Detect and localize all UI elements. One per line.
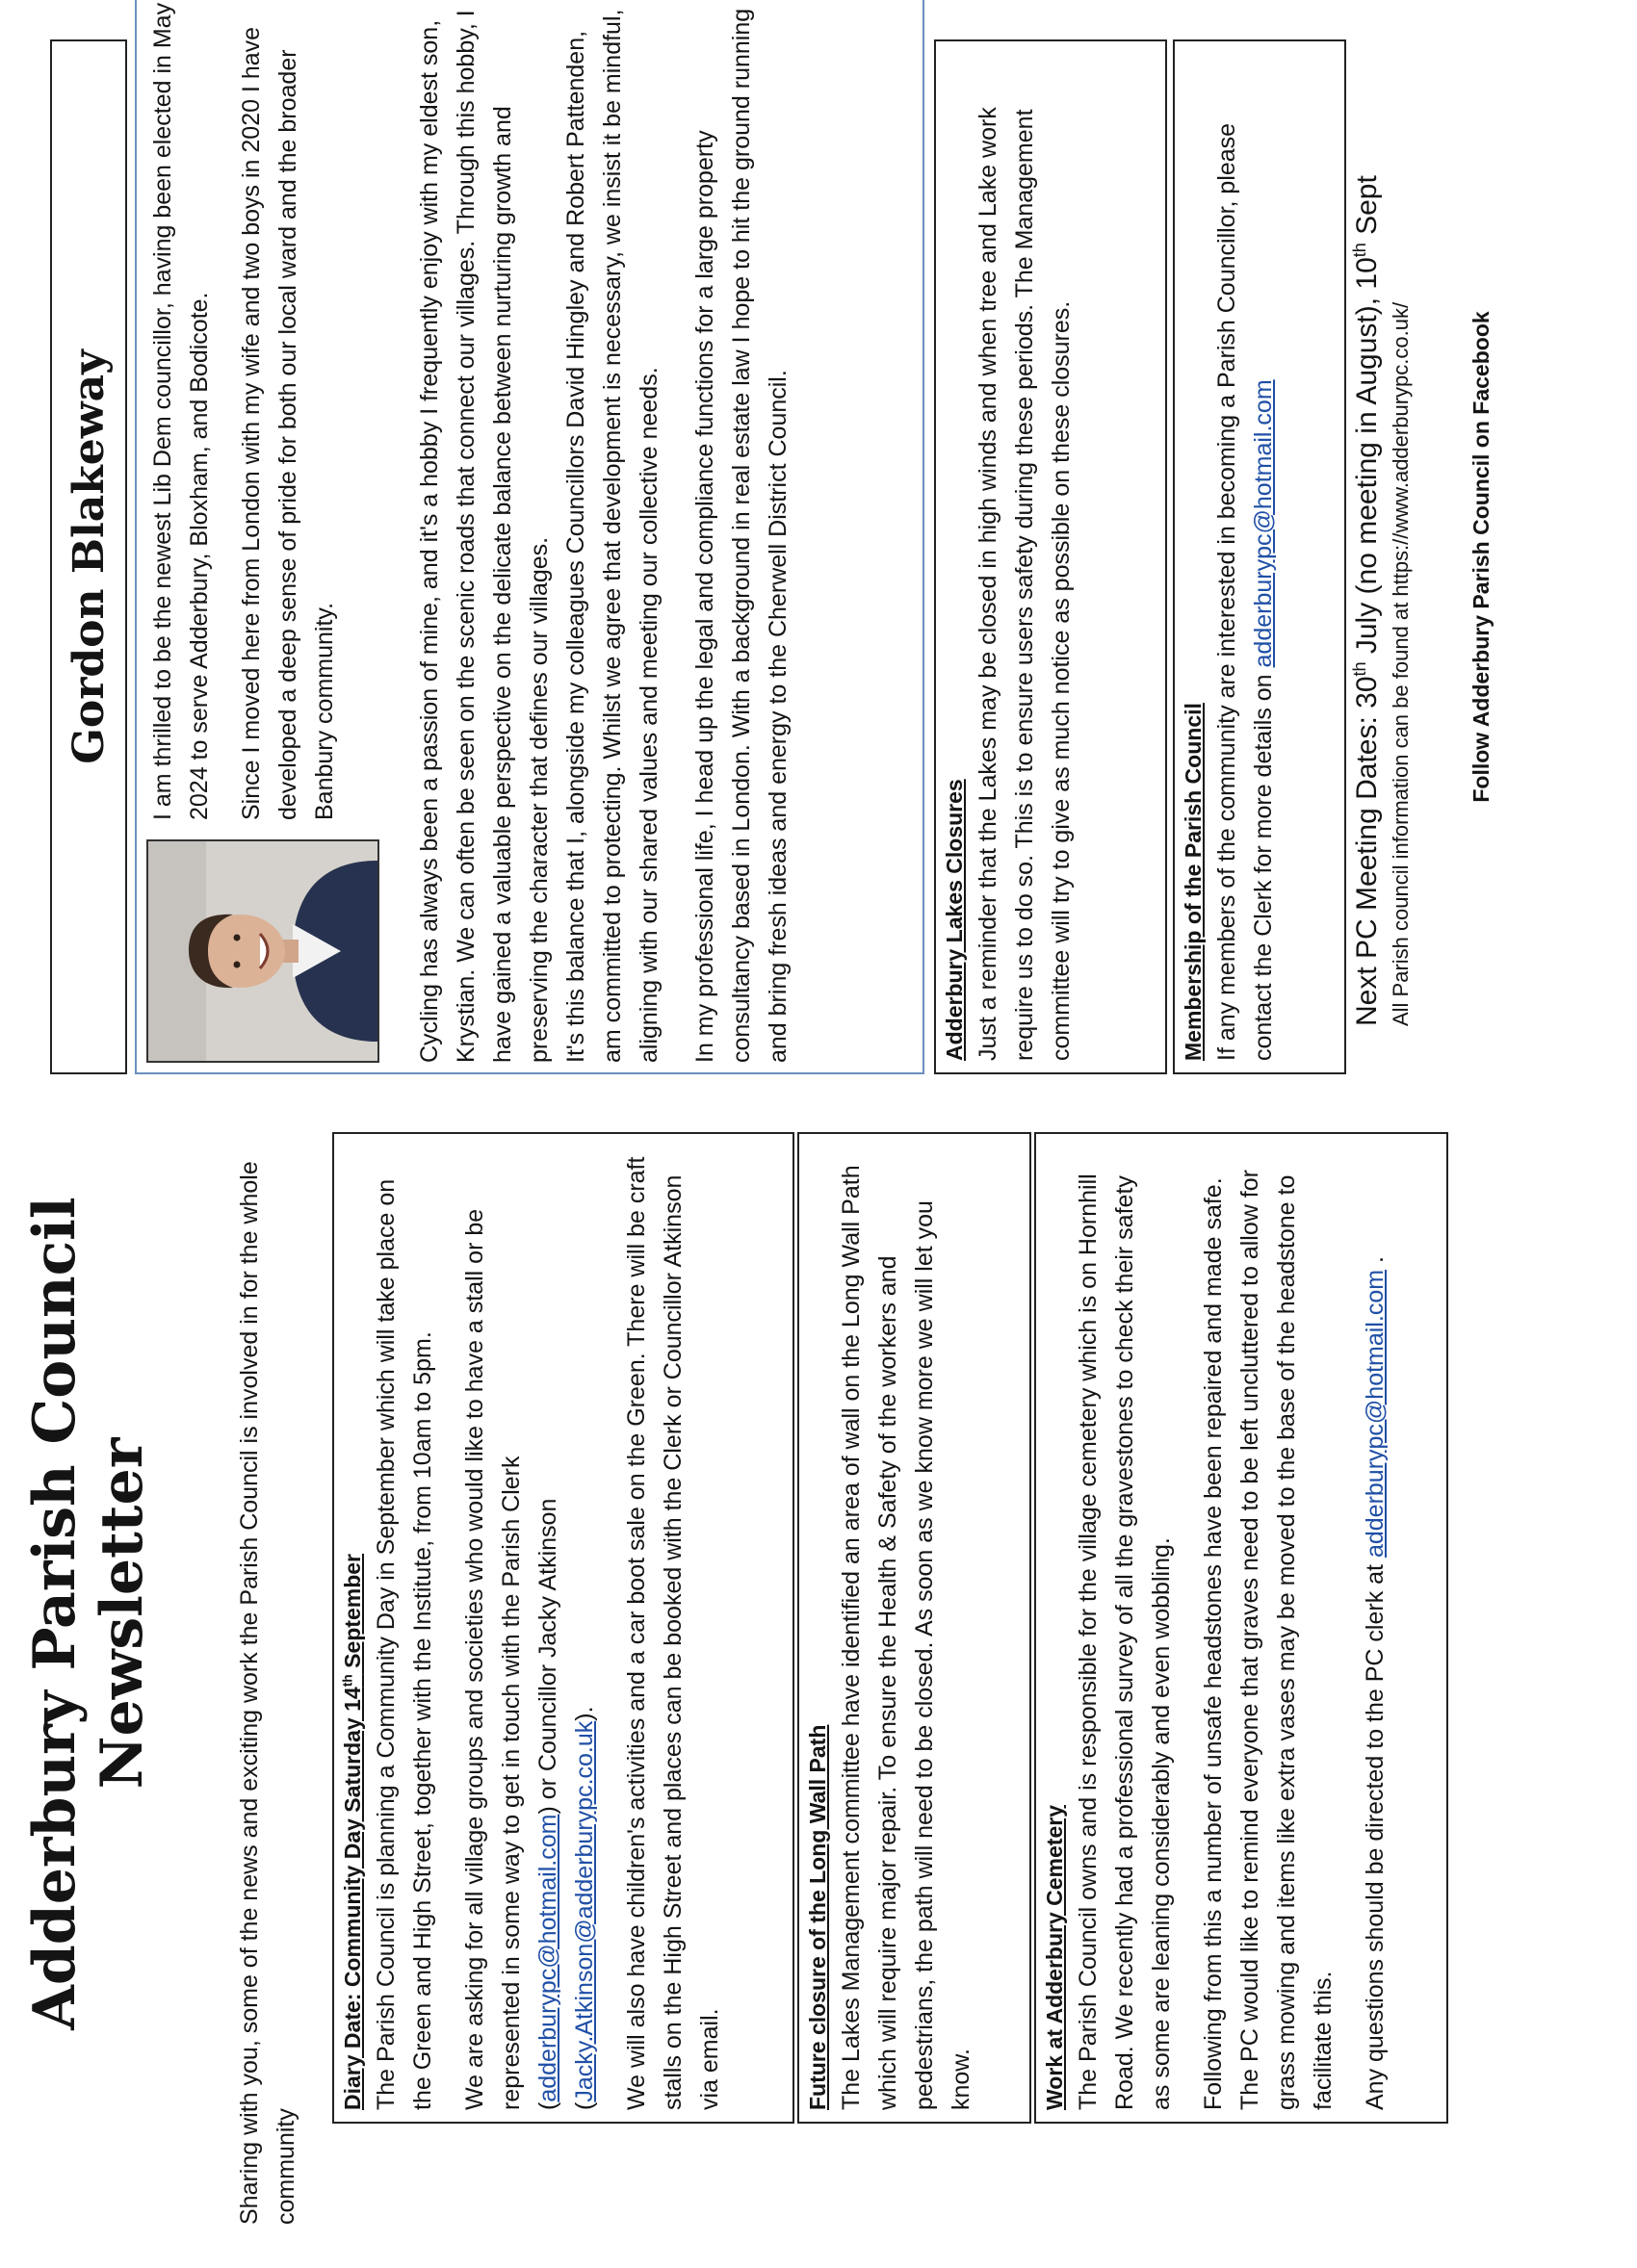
cemetery-box <box>1034 1132 1448 2124</box>
long-wall-box <box>797 1132 1031 2124</box>
lakes-paragraph: Just a reminder that the Lakes may be closed in high winds and when tree and Lake work require us to do so. This is to ensure users safety during these periods. The Management committee will try to give as much notice as possible on these closures. <box>974 107 1075 1061</box>
cemetery-paragraph-3: Any questions should be directed to the PC clerk at adderburypc@hotmail.com . <box>1362 1256 1389 2110</box>
profile-paragraph-3: Cycling has always been a passion of mine, and it's a hobby I frequently enjoy with my eldest son, Krystian. We can often be seen on the scenic roads that connect our villages. Through this hobby, I have gained a valuable perspective on the delicate balance between nurturing growth and preserving the character that defines our villages. <box>416 10 553 1063</box>
newsletter-subtitle: Newsletter <box>89 1437 156 1790</box>
lakes-heading: Adderbury Lakes Closures <box>942 779 967 1061</box>
diary-paragraph-2: We are asking for all village groups and societies who would like to have a stall or be represented in some way to get in touch with the Parish Clerk (adderburypc@hotmail.com) or Councillor Jacky Atkinson (Jacky.Atkinson@adderburypc.co.uk). <box>461 1208 598 2110</box>
councillor-email-link[interactable]: Jacky.Atkinson@adderburypc.co.uk <box>571 1720 598 2102</box>
diary-heading: Diary Date: Community Day Saturday 14th September <box>340 1554 365 2110</box>
profile-body <box>411 4 796 1063</box>
diary-date-box <box>332 1132 794 2124</box>
meeting-dates-line: Next PC Meeting Dates: 30th July (no meeting in August), 10th Sept <box>1350 175 1383 1026</box>
long-wall-heading: Future closure of the Long Wall Path <box>805 1724 830 2110</box>
clerk-email-link[interactable]: adderburypc@hotmail.com <box>534 1814 561 2102</box>
councillor-portrait-icon <box>148 841 377 1061</box>
diary-paragraph-3: We will also have children's activities and a car boot sale on the Green. There will be craft stalls on the High Street and places can be booked with the Clerk or Councillor Atkinson via email. <box>623 1156 723 2110</box>
profile-name-box <box>50 39 127 1074</box>
cemetery-email-link[interactable]: adderburypc@hotmail.com <box>1362 1269 1389 1559</box>
newsletter-title-line1: Adderbury Parish Council <box>21 1197 89 2030</box>
website-info: All Parish council information can be found at https://www.adderburypc.co.uk/ <box>1389 301 1413 1026</box>
long-wall-paragraph: The Lakes Management committee have identified an area of wall on the Long Wall Path which will require major repair. To ensure the Health & Safety of the workers and pedestrians, the path will need to be closed. As soon as we know more we will let you know. <box>838 1165 974 2110</box>
membership-heading: Membership of the Parish Council <box>1181 703 1206 1061</box>
meeting-dates <box>1348 64 1416 1026</box>
profile-box <box>135 0 924 1074</box>
profile-paragraph-5: In my professional life, I head up the legal and compliance functions for a large property consultancy based in London. With a background in real estate law I hope to hit the ground running and bring fresh ideas and energy to the Cherwell District Council. <box>691 8 792 1063</box>
membership-paragraph: If any members of the community are interested in becoming a Parish Councillor, please contact the Clerk for more details on adderburypc@hotmail.com <box>1213 122 1277 1061</box>
cemetery-paragraph-1: The Parish Council owns and is responsible for the village cemetery which is on Hornhill Road. We recently had a professional survey of all the gravestones to check their safety as some are leaning considerably and even wobbling. <box>1075 1173 1175 2110</box>
councillor-photo <box>146 839 379 1063</box>
profile-paragraph-2: Since I moved here from London with my wife and two boys in 2020 I have developed a deep sense of pride for both our local ward and the broader Banbury community. <box>238 26 338 820</box>
facebook-follow[interactable]: Follow Adderbury Parish Council on Facebook <box>1468 311 1494 803</box>
profile-name: Gordon Blakeway <box>64 349 114 764</box>
membership-email-link[interactable]: adderburypc@hotmail.com <box>1250 379 1277 668</box>
profile-paragraph-4: It's this balance that I, alongside my colleagues Councillors David Hingley and Robert Pattenden, am committed to protecting. Whilst we agree that development is necessary, we insist it be mindful, aligning with our shared values and meeting our collective needs. <box>562 9 663 1063</box>
membership-box <box>1173 39 1346 1074</box>
cemetery-paragraph-2: Following from this a number of unsafe headstones have been repaired and made safe. The PC would like to remind everyone that graves need to be left uncluttered to allow for grass mowing and items like extra vases may be moved to the base of the headstone to facilitate this. <box>1200 1170 1337 2110</box>
newsletter-title <box>21 1122 156 2104</box>
profile-intro <box>144 2 343 820</box>
cemetery-heading: Work at Adderbury Cemetery <box>1042 1805 1067 2110</box>
lakes-closures-box <box>934 39 1167 1074</box>
diary-paragraph-1: The Parish Council is planning a Community Day in September which will take place on the Green and High Street, together with the Institute, from 10am to 5pm. <box>373 1178 436 2110</box>
intro-text: Sharing with you, some of the news and exciting work the Parish Council is involved in for the whole community <box>236 1161 299 2225</box>
profile-paragraph-1: I am thrilled to be the newest Lib Dem councillor, having been elected in May 2024 to serve Adderbury, Bloxham, and Bodicote. <box>149 2 213 820</box>
